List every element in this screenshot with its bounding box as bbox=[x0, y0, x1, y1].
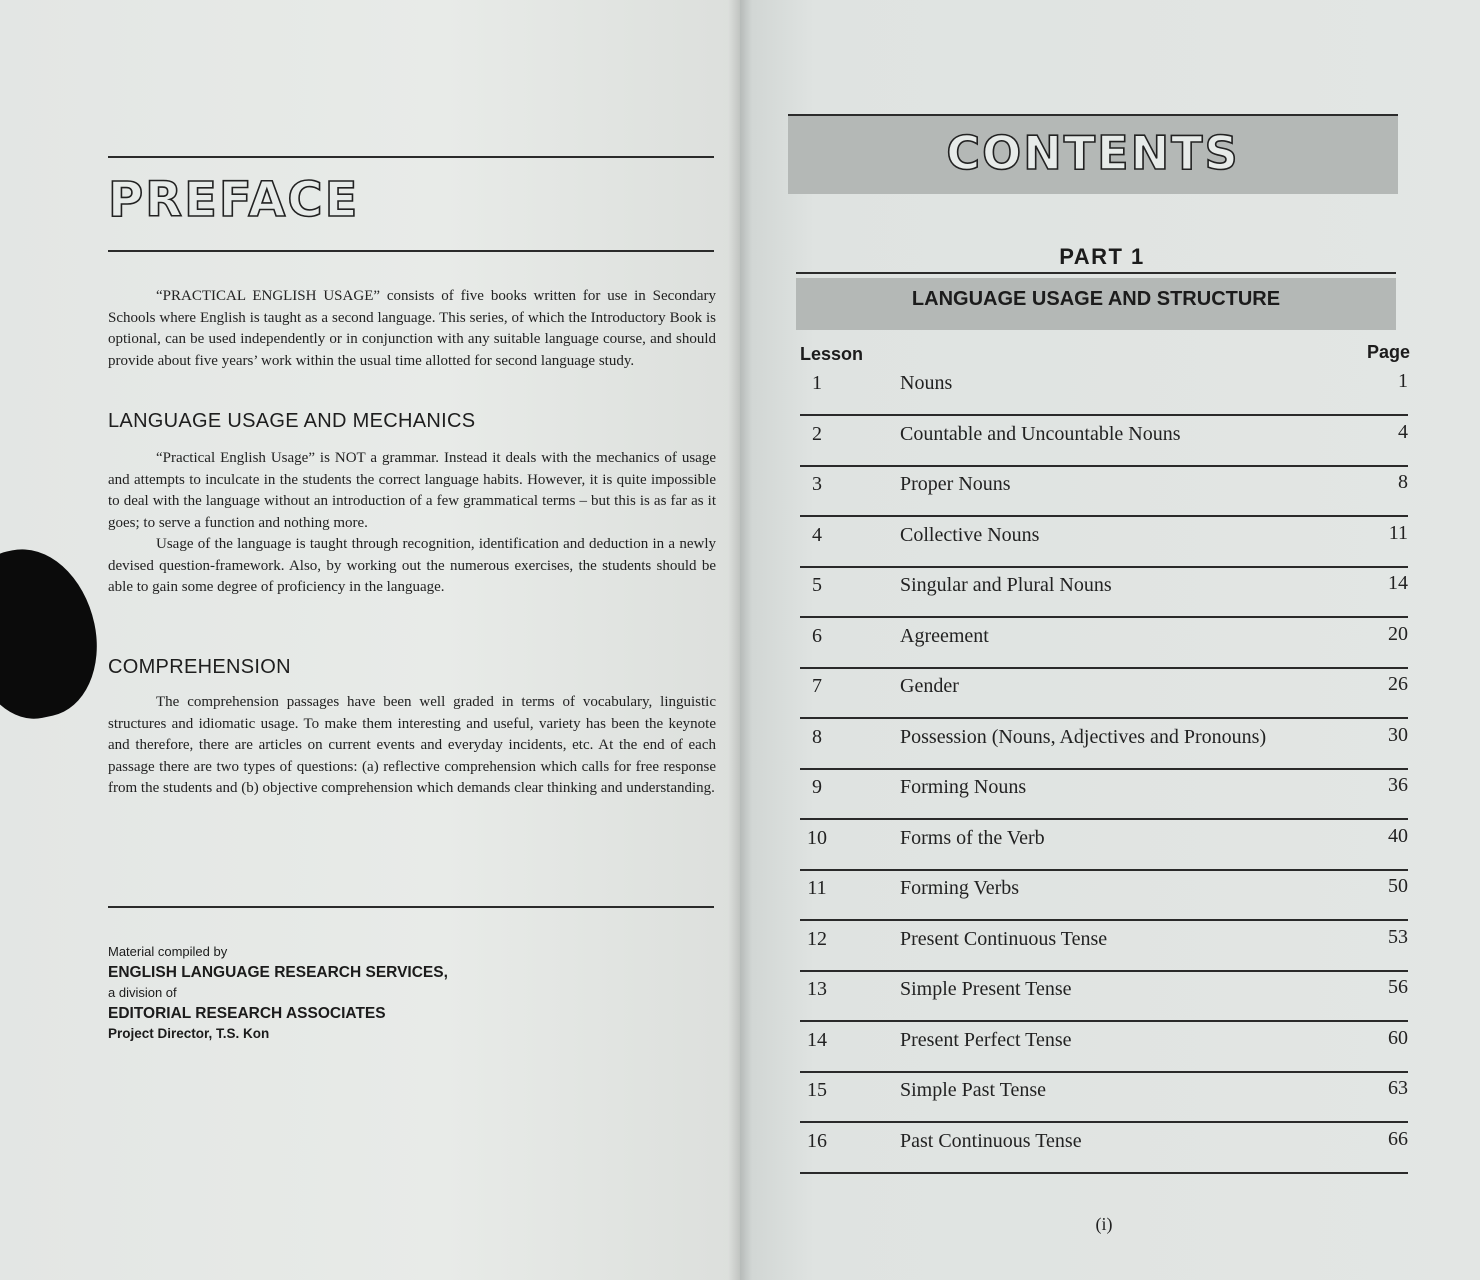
lesson-title: Simple Present Tense bbox=[900, 978, 1072, 1000]
lesson-number: 6 bbox=[812, 624, 822, 647]
lesson-number: 7 bbox=[812, 675, 822, 697]
lesson-title: Forming Verbs bbox=[900, 877, 1020, 899]
lesson-row bbox=[800, 516, 1408, 568]
lesson-page: 63 bbox=[1388, 1077, 1408, 1099]
lesson-number: 8 bbox=[812, 725, 822, 748]
lesson-number: 11 bbox=[807, 877, 827, 899]
lesson-title: Possession (Nouns, Adjectives and Pronouns) bbox=[900, 725, 1267, 748]
lesson-number: 13 bbox=[807, 978, 827, 1000]
lesson-row bbox=[800, 667, 1408, 719]
lesson-row bbox=[800, 1122, 1408, 1174]
lesson-number: 5 bbox=[812, 574, 822, 596]
lesson-title: Agreement bbox=[900, 624, 989, 647]
lesson-number: 16 bbox=[807, 1129, 827, 1152]
credit-line-compiled: Material compiled by bbox=[108, 944, 228, 959]
lesson-number: 1 bbox=[812, 372, 822, 394]
lesson-title: Nouns bbox=[900, 372, 953, 394]
lesson-title: Forming Nouns bbox=[900, 776, 1027, 798]
preface-intro bbox=[108, 286, 716, 372]
lesson-row bbox=[800, 465, 1408, 517]
lesson-row bbox=[800, 920, 1408, 972]
lesson-row bbox=[800, 970, 1408, 1022]
lesson-row bbox=[800, 869, 1408, 921]
lesson-title: Collective Nouns bbox=[900, 523, 1040, 546]
lesson-number: 3 bbox=[812, 473, 822, 495]
section-heading-usage: LANGUAGE USAGE AND MECHANICS bbox=[108, 410, 476, 432]
lesson-page: 1 bbox=[1398, 370, 1408, 392]
lesson-page: 53 bbox=[1388, 925, 1408, 948]
lesson-page: 50 bbox=[1388, 875, 1408, 897]
usage-paragraph-1: “Practical English Usage” is NOT a grammar. Instead it deals with the mechanics of usage and attempts to inculcate in the students the correct language habits. However, it is quite impossible to deal with the language without an introduction of a few grammatical terms – but this is as far as it goes; to serve a function and nothing more. bbox=[108, 450, 716, 531]
lesson-page: 14 bbox=[1388, 572, 1408, 594]
lesson-column-header: Lesson bbox=[800, 344, 864, 364]
lesson-page: 11 bbox=[1388, 521, 1408, 544]
lesson-number: 12 bbox=[807, 927, 827, 950]
credit-line-elrs: ENGLISH LANGUAGE RESEARCH SERVICES, bbox=[108, 963, 448, 981]
lesson-row bbox=[800, 617, 1408, 669]
lesson-number: 4 bbox=[812, 523, 822, 546]
lesson-number: 14 bbox=[807, 1028, 827, 1051]
lesson-page: 30 bbox=[1388, 723, 1408, 746]
page-column-header: Page bbox=[1366, 342, 1410, 362]
lesson-title: Proper Nouns bbox=[900, 473, 1011, 495]
contents-title: CONTENTS bbox=[946, 126, 1240, 180]
lesson-title: Present Continuous Tense bbox=[900, 927, 1108, 950]
lesson-title: Simple Past Tense bbox=[900, 1079, 1047, 1101]
lesson-page: 4 bbox=[1398, 420, 1408, 443]
lesson-page: 40 bbox=[1388, 824, 1408, 847]
lesson-row bbox=[800, 768, 1408, 820]
page-number: (i) bbox=[1095, 1214, 1113, 1234]
credits bbox=[108, 942, 448, 1045]
lesson-number: 10 bbox=[807, 826, 827, 849]
lesson-row bbox=[800, 819, 1408, 871]
lesson-page: 36 bbox=[1388, 774, 1408, 796]
lesson-row bbox=[800, 1071, 1408, 1123]
lesson-page: 60 bbox=[1388, 1026, 1408, 1049]
preface-bottom-rule bbox=[108, 250, 714, 252]
lesson-title: Countable and Uncountable Nouns bbox=[900, 422, 1181, 445]
lesson-page: 56 bbox=[1388, 976, 1408, 998]
lesson-title: Past Continuous Tense bbox=[900, 1129, 1082, 1152]
part-label: PART 1 bbox=[1059, 244, 1145, 269]
preface-top-rule bbox=[108, 156, 714, 158]
lesson-row bbox=[800, 364, 1408, 416]
lesson-row bbox=[800, 415, 1408, 467]
lesson-page: 26 bbox=[1388, 673, 1408, 695]
section-heading-comprehension: COMPREHENSION bbox=[108, 656, 291, 678]
preface-title: PREFACE bbox=[108, 172, 360, 228]
lesson-title: Present Perfect Tense bbox=[900, 1028, 1072, 1051]
lesson-title: Singular and Plural Nouns bbox=[900, 574, 1112, 596]
credit-line-director: Project Director, T.S. Kon bbox=[108, 1026, 270, 1041]
section-usage-text bbox=[108, 448, 716, 599]
lesson-title: Forms of the Verb bbox=[900, 826, 1045, 849]
lesson-page: 20 bbox=[1388, 622, 1408, 645]
lesson-title: Gender bbox=[900, 675, 959, 697]
lesson-row bbox=[800, 566, 1408, 618]
lesson-row bbox=[800, 718, 1408, 770]
lesson-number: 15 bbox=[807, 1079, 827, 1101]
section-title: LANGUAGE USAGE AND STRUCTURE bbox=[911, 288, 1281, 310]
lesson-number: 2 bbox=[812, 422, 822, 445]
preface-intro-paragraph: “PRACTICAL ENGLISH USAGE” consists of five books written for use in Secondary Schools where English is taught as a second language. This series, of which the Introductory Book is optional, can be used independently or in conjunction with any suitable language course, and should provide about five years’ work within the usual time allotted for second language study. bbox=[108, 288, 716, 369]
section-comprehension-text bbox=[108, 692, 716, 800]
lesson-page: 66 bbox=[1388, 1127, 1408, 1150]
credits-rule bbox=[108, 906, 714, 908]
credit-line-division: a division of bbox=[108, 985, 177, 1000]
lesson-number: 9 bbox=[812, 776, 822, 798]
lesson-row bbox=[800, 1021, 1408, 1073]
credit-line-era: EDITORIAL RESEARCH ASSOCIATES bbox=[108, 1004, 386, 1022]
lesson-page: 8 bbox=[1398, 471, 1408, 493]
comprehension-paragraph: The comprehension passages have been well graded in terms of vocabulary, linguistic structures and idiomatic usage. To make them interesting and useful, variety has been the keynote and therefore, there are articles on current events and everyday incidents, etc. At the end of each passage there are two types of questions: (a) reflective comprehension which calls for free response from the students and (b) objective comprehension which demands clear thinking and understanding. bbox=[108, 694, 716, 796]
usage-paragraph-2: Usage of the language is taught through recognition, identification and deduction in a newly devised question-framework. Also, by working out the numerous exercises, the students should be able to gain some degree of proficiency in the language. bbox=[108, 536, 716, 595]
part-rule bbox=[796, 272, 1396, 274]
book-gutter bbox=[728, 0, 752, 1280]
